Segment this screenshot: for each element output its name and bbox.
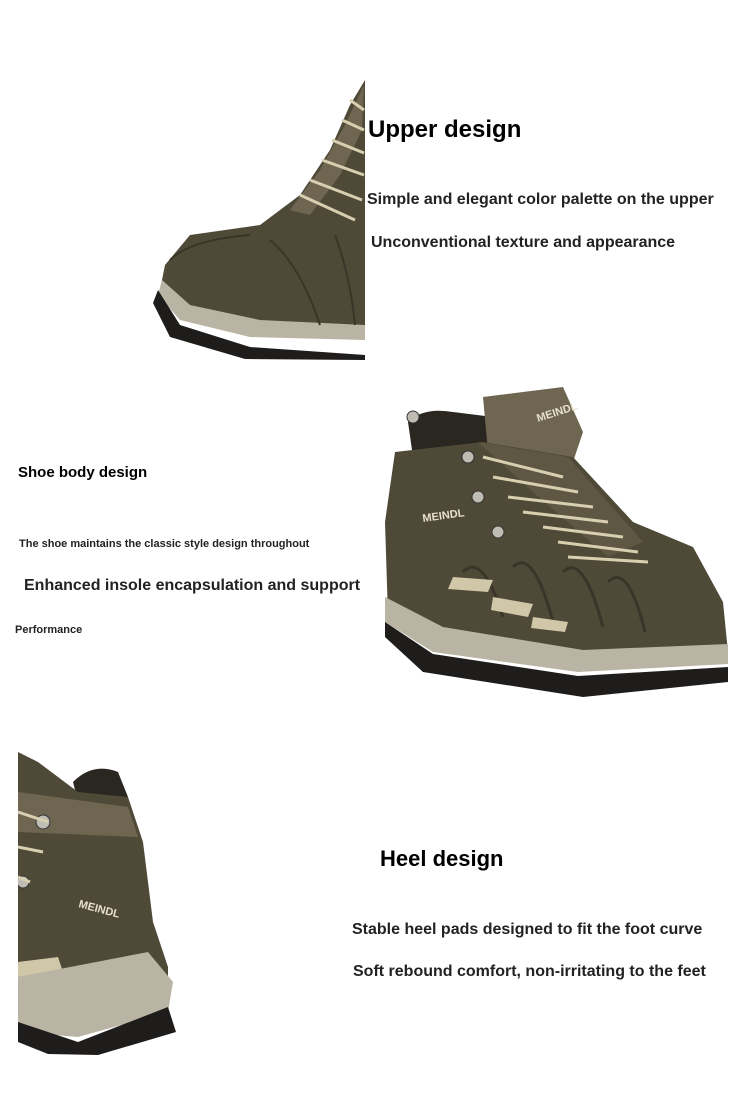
body-design-line-1: The shoe maintains the classic style design throughout xyxy=(19,538,310,550)
body-design-title: Shoe body design xyxy=(18,464,148,481)
heel-design-line-1: Stable heel pads designed to fit the foot curve xyxy=(352,921,703,938)
shaft-brand-label: MEINDL xyxy=(535,400,580,425)
side-brand-label: MEINDL xyxy=(421,507,466,525)
full-boot-image xyxy=(383,382,733,700)
heel-design-title: Heel design xyxy=(380,846,504,871)
heel-brand-label: MEINDL xyxy=(77,898,122,921)
heel-boot-image xyxy=(18,752,178,1057)
upper-boot-image xyxy=(150,75,366,360)
upper-design-title: Upper design xyxy=(368,116,522,143)
body-design-line-3: Performance xyxy=(15,624,83,636)
heel-design-line-2: Soft rebound comfort, non-irritating to the feet xyxy=(353,963,706,980)
upper-design-line-1: Simple and elegant color palette on the upper xyxy=(367,191,714,208)
body-design-line-2: Enhanced insole encapsulation and support xyxy=(24,577,361,594)
upper-design-line-2: Unconventional texture and appearance xyxy=(371,234,676,251)
